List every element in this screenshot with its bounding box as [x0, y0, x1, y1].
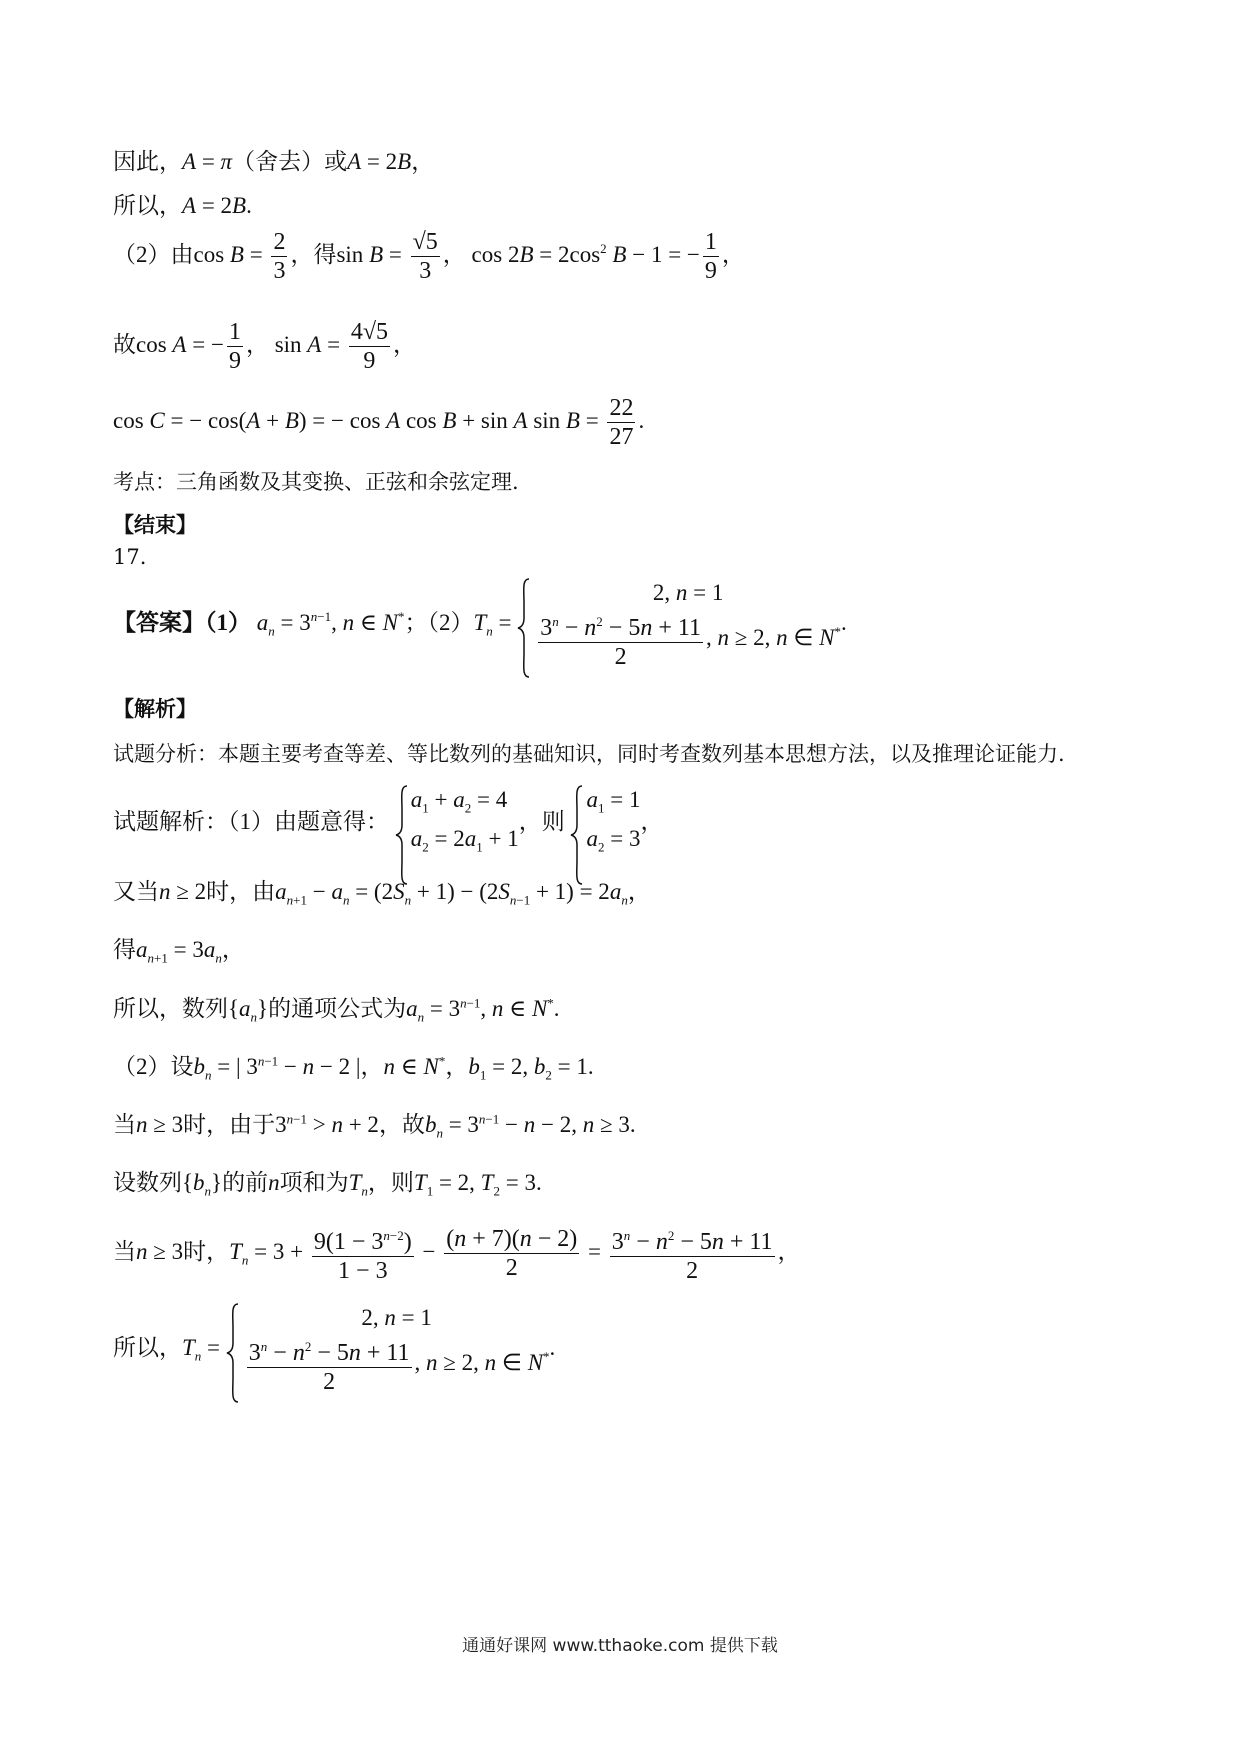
analysis-text: 试题分析：本题主要考查等差、等比数列的基础知识，同时考查数列基本思想方法，以及推理论证能力.: [113, 742, 1065, 766]
line-17: 当n ≥ 3时，由于$3^{n-1} > n + 2$，故$b_n = 3^{n-1} - n - 2$, n ≥ 3.: [113, 1111, 636, 1141]
line-18: 设数列$\{b_n\}$的前n项和为$T_n$，则$T_1 = 2$, $T_2 = 3$.: [113, 1170, 542, 1199]
page-footer: 通通好课网 www.tthaoke.com 提供下载: [462, 1636, 778, 1656]
line-5: cos C = − cos(A + B) = − cos A cos B + sin A sin B = $\frac{22}{27}$ .: [113, 395, 645, 450]
fraction: $\frac{(n + 7)(n - 2)}{2}$: [446, 1226, 578, 1281]
fraction: $\frac{3^n - n^2 - 5n + 11}{2}$: [247, 1333, 412, 1396]
line-14: 得$a_{n+1} = 3a_n$，: [113, 937, 245, 966]
fraction: $\frac{1}{9}$: [704, 229, 717, 284]
analysis-heading: 【解析】: [113, 696, 197, 721]
fraction: $\frac{22}{27}$: [609, 395, 634, 450]
piecewise: 2, n = 1 $\frac{3^n - n^2 - 5n + 11}{2}$ , n ≥ 2, n ∈ N*: [517, 578, 841, 671]
line-12: 试题解析：（1）由题意得： $a_1 + a_2 = 4$ $a_2 = 2a_1 + 1$ ，则 $a_1 = 1$ $a_2 = 3$ ，: [113, 785, 663, 862]
line-20: 所以，$T_n$ = 2, n = 1 $\frac{3^n - n^2 - 5n + 11}{2}$ , n ≥ 2, n ∈ N* .: [113, 1303, 555, 1396]
problem-number: 17.: [113, 545, 147, 569]
system: $a_1 + a_2 = 4$ $a_2 = 2a_1 + 1$: [395, 785, 519, 862]
line-15: 所以，数列$\{a_n\}$的通项公式为$a_n = 3^{n-1}$, n ∈ N*.: [113, 995, 560, 1025]
answer-line: 【答案】（1） $a_n = 3^{n-1}$, n ∈ N*；$(2)T_n$ = 2, n = 1 $\frac{3^n - n^2 - 5n + 11}{2}$ , n ≥ 2, n ∈ N* .: [113, 578, 847, 671]
line-16: （2）设$b_n$ = | $3^{n-1} - n - 2$ |，n ∈ N*，$b_1 = 2$, $b_2 = 1$.: [113, 1053, 594, 1083]
fraction: $\frac{3^n - n^2 - 5n + 11}{2}$: [610, 1222, 775, 1285]
fraction: $\frac{2}{3}$: [273, 229, 286, 284]
left-brace-icon: [226, 1303, 240, 1403]
topic-line: 考点：三角函数及其变换、正弦和余弦定理.: [113, 470, 519, 494]
line-19: 当n ≥ 3时，$T_n = 3$ + $\frac{9(1 - 3^{n-2})}{1 - 3}$ − $\frac{(n + 7)(n - 2)}{2}$ = $\frac{3^n - n^2 - 5n + 11}{2}$ ，: [113, 1222, 801, 1285]
fraction: $\frac{1}{9}$: [228, 319, 241, 374]
fraction: $\frac{3^n - n^2 - 5n + 11}{2}$: [538, 608, 703, 671]
fraction: $\frac{√5}{3}$: [412, 229, 438, 284]
fraction: $\frac{9(1 - 3^{n-2})}{1 - 3}$: [312, 1222, 414, 1285]
line-3: （2）由cos B = $\frac{2}{3}$ ，得sin B = $\frac{√5}{3}$ ， $\cos 2B = 2\cos^2$ B − 1 = − $\frac{1}{9}$ ，: [113, 229, 745, 284]
piecewise: 2, n = 1 $\frac{3^n - n^2 - 5n + 11}{2}$ , n ≥ 2, n ∈ N*: [226, 1303, 550, 1396]
left-brace-icon: [395, 785, 409, 885]
end-marker: 【结束】: [113, 512, 197, 537]
line-1: 因此，A = π（舍去）或A = 2B，: [113, 149, 435, 174]
line-13: 又当n ≥ 2时，由$a_{n+1} - a_n = (2S_n + 1) - (2S_{n-1} + 1) = 2a_n$，: [113, 879, 651, 908]
line-2: 所以，A = 2B.: [113, 193, 252, 218]
fraction: $\frac{4√5}{9}$: [350, 319, 388, 374]
system: $a_1 = 1$ $a_2 = 3$: [570, 785, 640, 862]
left-brace-icon: [570, 785, 584, 885]
line-4: 故cos A = − $\frac{1}{9}$ ， sin A = $\frac{4√5}{9}$ ，: [113, 319, 416, 374]
left-brace-icon: [517, 578, 531, 678]
